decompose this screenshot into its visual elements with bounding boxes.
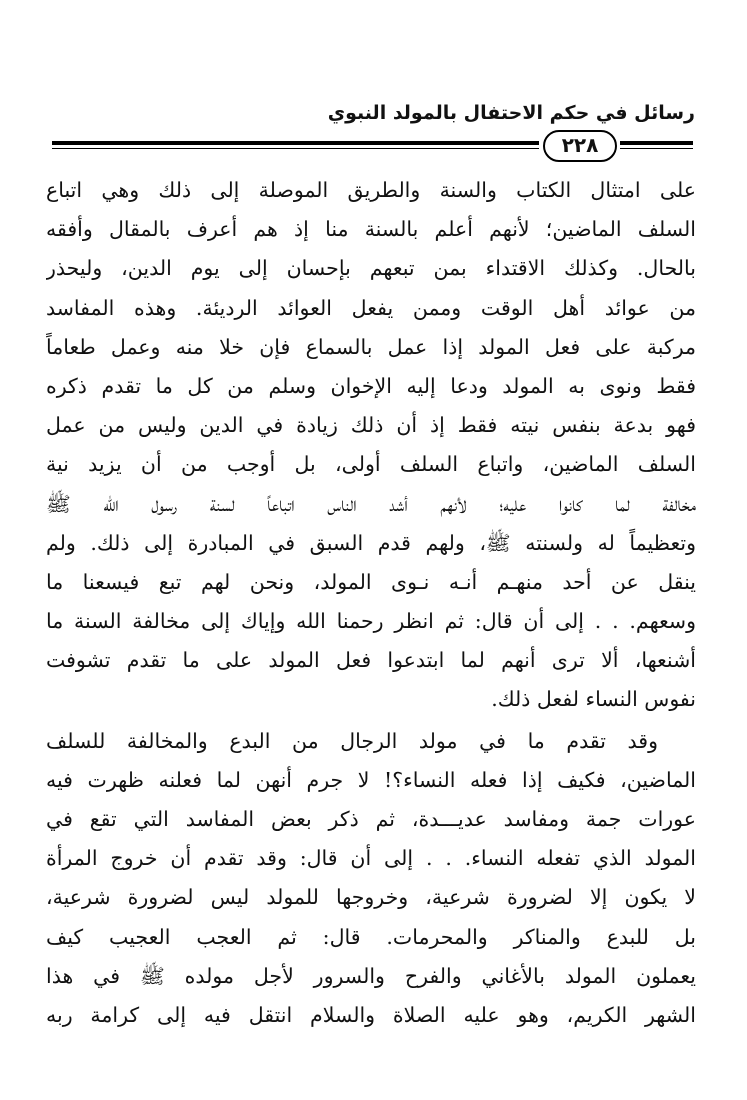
text-line: مخالفة لما كانوا عليه؛ لأنهم أشد الناس اتباعاً لسنة رسول الله ﷺ (46, 491, 696, 516)
header-rule-thick-right (620, 141, 693, 145)
text-line: عورات جمة ومفاسد عديـــدة، ثم ذكر بعض المفاسد التي تقع في (46, 807, 696, 831)
text-line: لا يكون إلا لضرورة شرعية، وخروجها للمولد ليس لضرورة شرعية، (46, 885, 696, 910)
body-text (46, 171, 696, 1035)
text-line: بالحال. وكذلك الاقتداء بمن تبعهم بإحسان إلى يوم الدين، وليحذر (46, 256, 696, 281)
text-line: وتعظيماً له ولسنته ﷺ، ولهم قدم السبق في المبادرة إلى ذلك. ولم (46, 530, 696, 555)
text-line: أشنعها، ألا ترى أنهم لما ابتدعوا فعل المولد على ما تقدم تشوفت (46, 648, 696, 673)
page-number-badge: ٢٢٨ (543, 130, 617, 162)
header-rule-thin-right (620, 148, 693, 149)
text-line: يعملون المولد بالأغاني والفرح والسرور لأجل مولده ﷺ في هذا (46, 963, 696, 988)
text-line: وقد تقدم ما في مولد الرجال من البدع والمخالفة للسلف (46, 728, 658, 753)
header-rule-thick-left (52, 141, 539, 145)
text-line: فهو بدعة بنفس نيته فقط إذ أن ذلك زيادة في الدين وليس من عمل (46, 413, 696, 438)
text-line: بل للبدع والمناكر والمحرمات. قال: ثم العجب العجيب كيف (46, 924, 696, 949)
text-line: الشهر الكريم، وهو عليه الصلاة والسلام انتقل فيه إلى كرامة ربه (46, 1002, 696, 1027)
text-line: السلف الماضين؛ لأنهم أعلم بالسنة منا إذ هم أعرف بالمقال وأفقه (46, 217, 696, 242)
text-line: وسعهم. . . إلى أن قال: ثم انظر رحمنا الله وإياك إلى مخالفة السنة ما (46, 609, 696, 634)
header-rule-thin-left (52, 148, 539, 149)
text-line: مركبة على فعل المولد إذا عمل بالسماع فإن خلا منه وعمل طعاماً (46, 334, 696, 359)
running-title: رسائل في حكم الاحتفال بالمولد النبوي (327, 102, 695, 124)
text-line: ينقل عن أحد منهـم أنـه نـوى المولد، ونحن لهم تبع فيسعنا ما (46, 569, 696, 594)
text-line: الماضين، فكيف إذا فعله النساء؟! لا جرم أنهن لما فعلنه ظهرت فيه (46, 767, 696, 792)
text-line: نفوس النساء لفعل ذلك. (491, 687, 696, 712)
text-line: السلف الماضين، واتباع السلف أولى، بل أوجب من أن يزيد نية (46, 452, 696, 477)
text-line: من عوائد أهل الوقت وممن يفعل العوائد الرديئة. وهذه المفاسد (46, 295, 696, 320)
text-line: المولد الذي تفعله النساء. . . إلى أن قال: وقد تقدم أن خروج المرأة (46, 846, 696, 871)
text-line: فقط ونوى به المولد ودعا إليه الإخوان وسلم من كل ما تقدم ذكره (46, 373, 696, 398)
text-line: على امتثال الكتاب والسنة والطريق الموصلة إلى ذلك وهي اتباع (46, 178, 696, 202)
